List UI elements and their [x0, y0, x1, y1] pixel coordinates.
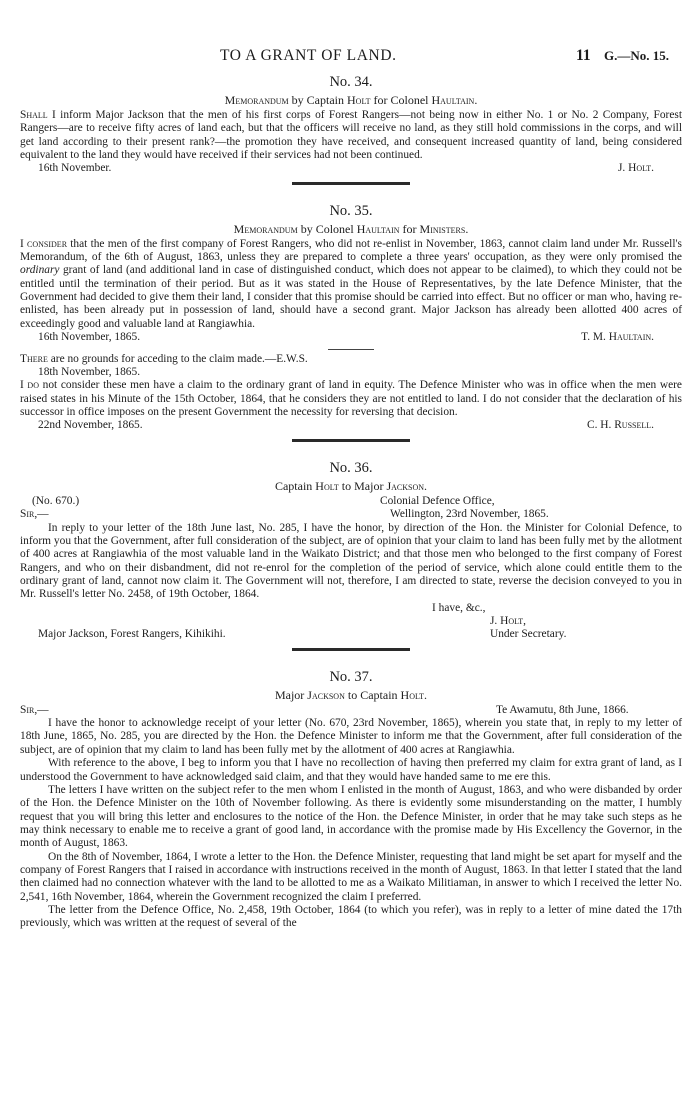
document-heading: Memorandum by Captain Holt for Colonel Haultain. [224, 93, 478, 107]
addressee: Major Jackson, Forest Rangers, Kihikihi. [38, 628, 226, 641]
section-divider [292, 439, 410, 442]
minute-date-line [20, 366, 682, 379]
place-date: Te Awamutu, 8th June, 1866. [496, 703, 629, 716]
document-heading: Major Jackson to Captain Holt. [274, 687, 428, 702]
signature-line [20, 615, 682, 628]
signature: J. Holt, [490, 614, 527, 627]
office-name: Colonial Defence Office, [380, 494, 495, 507]
salutation-line [20, 704, 682, 717]
place-date: Wellington, 23rd November, 1865. [390, 508, 549, 521]
reply-date: 22nd November, 1865. [38, 419, 143, 432]
date-signature-line [20, 162, 682, 175]
addressee-line [20, 628, 682, 641]
page-number: 11 [576, 47, 591, 64]
date-signature-line [20, 419, 682, 432]
document-page [20, 0, 682, 931]
document-37 [20, 669, 682, 931]
memorandum-date: 16th November. [38, 162, 112, 175]
salutation: Sir,— [20, 703, 49, 716]
document-34 [20, 74, 682, 176]
page-header [20, 0, 682, 62]
signature: T. M. Haultain. [581, 331, 654, 344]
date-signature-line [20, 331, 682, 344]
document-number: No. 37. [329, 668, 373, 685]
document-number: No. 34. [329, 74, 373, 90]
memorandum-date: 16th November, 1865. [38, 331, 141, 344]
minute-body: There are no grounds for acceding to the claim made.—E.W.S. [20, 352, 308, 365]
memorandum-body: Shall I inform Major Jackson that the men of his first corps of Forest Rangers—not being now in either No. 1 or No. 2 Company, Forest Rangers—are to receive fifty acres of land each, but that the officers will receive no land, as they still hold commissions in the corps, and will get land according to their present rank?—the promotion they have received, and consequent increased quantity of land, being considered equivalent to the land they would have received if their services had not been continued. [20, 109, 682, 162]
reply-body: I do not consider these men have a claim to the ordinary grant of land in equity. The Defence Minister who was in office when the men were raised states in his Minute of the 15th October, 1864, that he considers they are not entitled to land. I do not consider that the declaration of his successor in office imposes on the present Government the necessity for reversing that decision. [20, 379, 682, 418]
salutation: Sir,— [20, 508, 49, 521]
letter-paragraph: The letter from the Defence Office, No. 2,458, 19th October, 1864 (to which you refer), was in reply to a letter of mine dated the 17th previously, which was written at the request of several of the [20, 903, 682, 930]
document-heading: Captain Holt to Major Jackson. [274, 478, 428, 493]
letter-paragraph: On the 8th of November, 1864, I wrote a letter to the Hon. the Defence Minister, requesting that land might be set apart for myself and the company of Forest Rangers that I raised in accordance with instructions received in the month of August, 1863. In that letter I stated that the land then claimed had no connection whatever with the land to be allotted to me as a Waikato Militiaman, in answer to which I received the letter No. 2,541, 16th November, 1864, wherein the Government recognized the claim I preferred. [20, 850, 682, 903]
minute-date: 18th November, 1865. [38, 365, 141, 378]
reference-line [20, 495, 682, 508]
document-code: G.—No. 15. [604, 48, 669, 63]
letter-paragraph: I have the honor to acknowledge receipt of your letter (No. 670, 23rd November, 1865), wherein you state that, in reply to my letter of 18th June, 1865, No. 285, you are directed by the Hon. the Defence Minister to inform me that the Government, after full consideration of the subject, are of opinion that my claim to land has been fully met by the allotment of 400 acres at Rangiawhia. [20, 717, 682, 756]
signature: C. H. Russell. [587, 419, 654, 432]
section-divider [292, 648, 410, 651]
memorandum-body: I consider that the men of the first company of Forest Rangers, who did not re-enlist in November, 1863, cannot claim land under Mr. Russell's Memorandum, of the 6th of August, 1863, unless they are prepared to complete a three years' occupation, as they were only promised the ordinary grant of land (and additional land in case of distinguished conduct, which does not appear to be claimed), to which they could not be entitled until the termination of their period. But as it was stated in the House of Representatives, by the late Defence Minister, that the Government had decided to give them their land, I consider that this promise should be carried into effect. But no officer or man who, having re-enlisted, has been already put in possession of land, should have a second grant. Major Jackson has already been allotted 400 acres of exceedingly good and valuable land at Rangiawhia. [20, 237, 682, 330]
document-number: No. 35. [329, 202, 373, 219]
closing-line [20, 602, 682, 615]
minute-divider [328, 349, 374, 350]
section-divider [292, 182, 410, 185]
closing: I have, &c., [432, 601, 486, 614]
letter-paragraph: The letters I have written on the subject refer to the men whom I enlisted in the month of August, 1863, and who were disbanded by order of the Hon. the Defence Minister on the 10th of November following. As there is evidently some misunderstanding on the matter, I humbly request that you will bring this letter and enclosures to the notice of the Hon. the Defence Minister, in order that he may take such steps as he may think necessary to enable me to receive a grant of good land, in accordance with the promise made by His Excellency the Governor, in the month of August, 1863. [20, 783, 682, 850]
document-number: No. 36. [329, 459, 373, 476]
letter-body: In reply to your letter of the 18th June last, No. 285, I have the honor, by direction of the Hon. the Minister for Colonial Defence, to inform you that the Government, after full consideration of the subject, are of opinion that your claim to land has been fully met by the allotment of 400 acres at Rangiawhia of the most valuable land in the Waikato District; and that those men who belonged to the first company of Forest Rangers, and who on their disbandment, did not re-enrol for the completion of the period of service, which alone could entitle them to the ordinary grant of land, cannot now claim it. The Government will not, therefore, I am directed to state, reverse the decision conveyed to you in Mr. Russell's letter No. 2458, of 19th October, 1864. [20, 521, 682, 601]
document-35 [20, 203, 682, 433]
document-36 [20, 460, 682, 642]
document-heading: Memorandum by Colonel Haultain for Ministers. [233, 221, 469, 236]
letter-paragraph: With reference to the above, I beg to inform you that I have no recollection of having then preferred my claim for extra grant of land, as I understood the Government to have acknowledged said claim, and that they would have handed same to me ere this. [20, 757, 682, 783]
salutation-line [20, 508, 682, 521]
running-title: TO A GRANT OF LAND. [220, 47, 397, 64]
signatory-title: Under Secretary. [490, 628, 567, 641]
signature: J. Holt. [617, 162, 654, 175]
letter-reference: (No. 670.) [32, 494, 80, 507]
